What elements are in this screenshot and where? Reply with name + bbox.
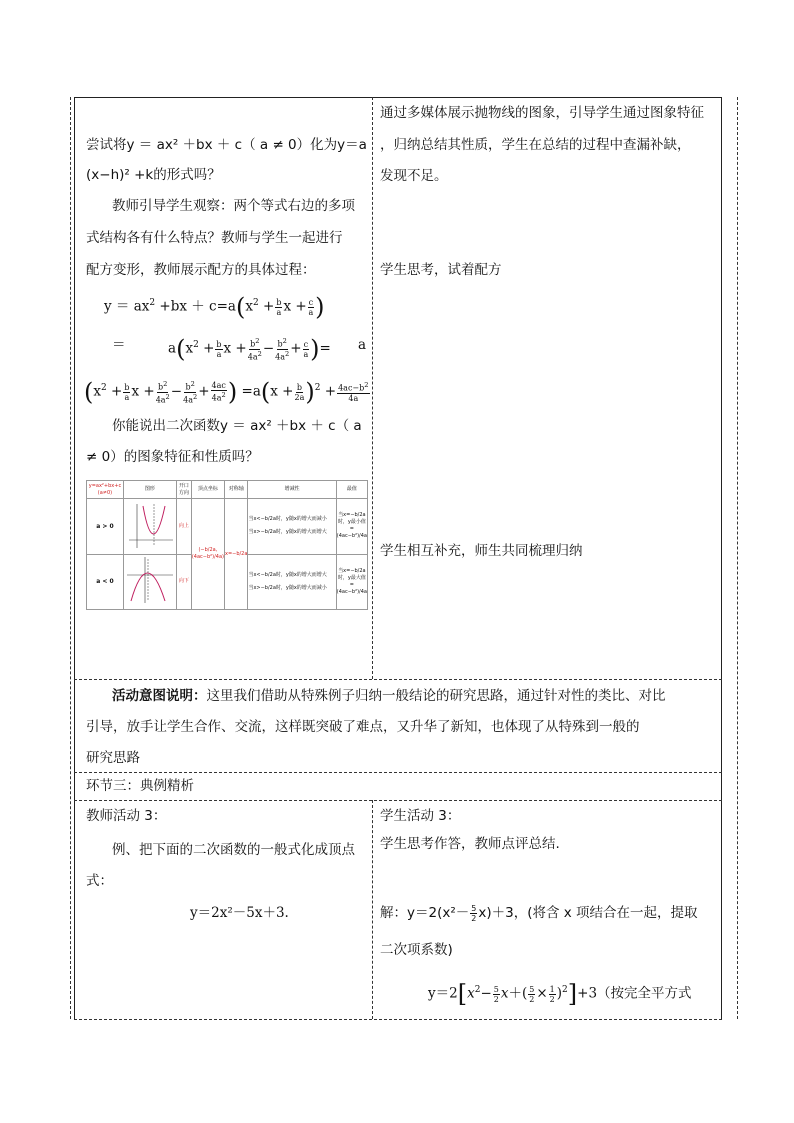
row1-condition: a > 0 (87, 499, 124, 555)
student-sol-a: 解：y＝2(x²－ (380, 905, 470, 921)
column-divider-upper (372, 97, 373, 679)
intent-line-3: 研究思路 (86, 750, 140, 766)
teacher-formula: y＝2x²－5x＋3. (190, 905, 289, 921)
student-solution-line: 解：y＝2(x²－ $\frac{5}{2}$ x)＋3，(将含 x 项结合在一起，提取 (380, 903, 698, 923)
right-text-1-line-3: 发现不足。 (380, 168, 448, 184)
student-line-3: 二次项系数) (380, 942, 453, 958)
row2-mono-1: 当x<−b/2a时，y随x的增大而增大 (248, 571, 327, 578)
row2-direction: 向下 (176, 554, 191, 610)
row2-extreme: 当x=−b/2a时，y最大值=(4ac−b²)/4a (336, 554, 367, 610)
row1-mono-2: 当x>−b/2a时，y随x的增大而增大 (248, 529, 327, 536)
guide-line-2: 式结构各有什么特点？教师与学生一起进行 (86, 230, 343, 246)
row1-monotonic (248, 499, 336, 555)
table-header-cond: y=ax²+bx+c (a≠0) (87, 481, 124, 499)
formula-step-2: ＝ (112, 337, 126, 353)
right-text-2: 学生思考，试着配方 (380, 262, 502, 278)
upward-parabola-graph (125, 500, 175, 550)
column-divider-lower (372, 800, 373, 1019)
row2-condition: a < 0 (87, 554, 124, 610)
row2-monotonic (248, 554, 336, 610)
table-header-graph: 图形 (123, 481, 176, 499)
right-text-3: 学生相互补充，师生共同梳理归纳 (380, 543, 583, 559)
student-line-1: 学生思考作答，教师点评总结. (380, 836, 560, 852)
row1-graph (123, 499, 176, 555)
student-sol-b: x)＋3，(将含 x 项结合在一起，提取 (478, 905, 698, 921)
question-line-1: 尝试将y ＝ ax² ＋bx ＋ c（ a ≠ 0）化为y＝a (86, 137, 367, 153)
row1-direction: 向上 (176, 499, 191, 555)
ask-line-2: ≠ 0）的图象特征和性质吗？ (86, 449, 259, 465)
frame-top-line (74, 97, 722, 98)
student-title: 学生活动 3： (380, 808, 461, 824)
intent-line-1 (112, 686, 666, 706)
row1-extreme: 当x=−b/2a时，y最小值=(4ac−b²)/4a (336, 499, 367, 555)
downward-parabola-graph (125, 555, 175, 605)
table-header-direction: 开口方向 (176, 481, 191, 499)
guide-line-1: 教师引导学生观察：两个等式右边的多项 (112, 198, 355, 214)
right-text-1-line-1: 通过多媒体展示抛物线的图象，引导学生通过图象特征 (380, 105, 704, 121)
outer-dash-left (70, 97, 71, 1019)
row2-mono-2: 当x>−b/2a时，y随x的增大而减小 (248, 584, 327, 591)
axis-cell: x=−b/2a (224, 499, 247, 610)
table-header-vertex: 顶点坐标 (191, 481, 224, 499)
intent-line-2: 引导，放手让学生合作、交流，这样既突破了难点，又升华了新知，也体现了从特殊到一般的 (86, 719, 640, 735)
teacher-line-1: 例、把下面的二次函数的一般式化成顶点 (112, 842, 355, 858)
section-3-title: 环节三：典例精析 (86, 778, 194, 794)
right-text-1-line-2: ，归纳总结其性质，学生在总结的过程中查漏补缺， (380, 137, 691, 153)
guide-line-3: 配方变形，教师展示配方的具体过程： (86, 262, 316, 278)
student-last-line: $y=2[x^2-$ $\frac{5}{2}$ x＋( $\frac{5}{2}$ × $\frac{1}{2}$ )$^2$]+3（按完全平方式 (428, 980, 692, 1008)
row-divider-3 (74, 800, 722, 801)
teacher-title: 教师活动 3： (86, 808, 167, 824)
formula-step-2-a: a (358, 337, 367, 353)
frame-right-line (721, 97, 722, 1019)
table-header-extreme: 最值 (336, 481, 367, 499)
row1-mono-1: 当x<−b/2a时，y随x的增大而减小 (248, 516, 327, 523)
intent-text-1: 这里我们借助从特殊例子归纳一般结论的研究思路，通过针对性的类比、对比 (206, 688, 666, 704)
table-header-axis: 对称轴 (224, 481, 247, 499)
parabola-property-table (86, 480, 368, 610)
row2-graph (123, 554, 176, 610)
frame-bottom-line (74, 1019, 722, 1020)
frame-left-line (74, 97, 75, 1019)
formula-step-1: $y = ax^2 +bx + c=a(x^2$ + $\frac{b}{a}$ x + $\frac{c}{a}$ ) (104, 293, 325, 321)
table-header-monotonic: 增减性 (248, 481, 336, 499)
teacher-line-2: 式： (86, 873, 113, 889)
row-divider-2 (74, 772, 722, 773)
ask-line-1: 你能说出二次函数y ＝ ax² ＋bx ＋ c（ a (112, 418, 362, 434)
formula-step-2-body: $a(x^2$ + $\frac{b}{a}$ x + $\frac{b^2}{4a^2}$ − $\frac{b^2}{4a^2}$ + $\frac{c}{a}$ )= (168, 335, 331, 363)
question-line-2: (x−h)² +k的形式吗？ (86, 167, 221, 183)
row-divider-1 (74, 679, 722, 680)
outer-dash-right (737, 97, 738, 1019)
vertex-cell: (−b/2a, (4ac−b²)/4a) (191, 499, 224, 610)
student-last-tail: +3（按完全平方式 (577, 985, 692, 1002)
formula-step-3: ($x^2$ + $\frac{b}{a}$ x + $\frac{b^2}{4a^2}$ − $\frac{b^2}{4a^2}$ + $\frac{4ac}{4a^2}$ ) =a(x + $\frac{b}{2a}$ )$^2$ + $\frac{4ac-b^2}{4a}$ (84, 378, 369, 406)
intent-label: 活动意图说明： (112, 688, 207, 704)
